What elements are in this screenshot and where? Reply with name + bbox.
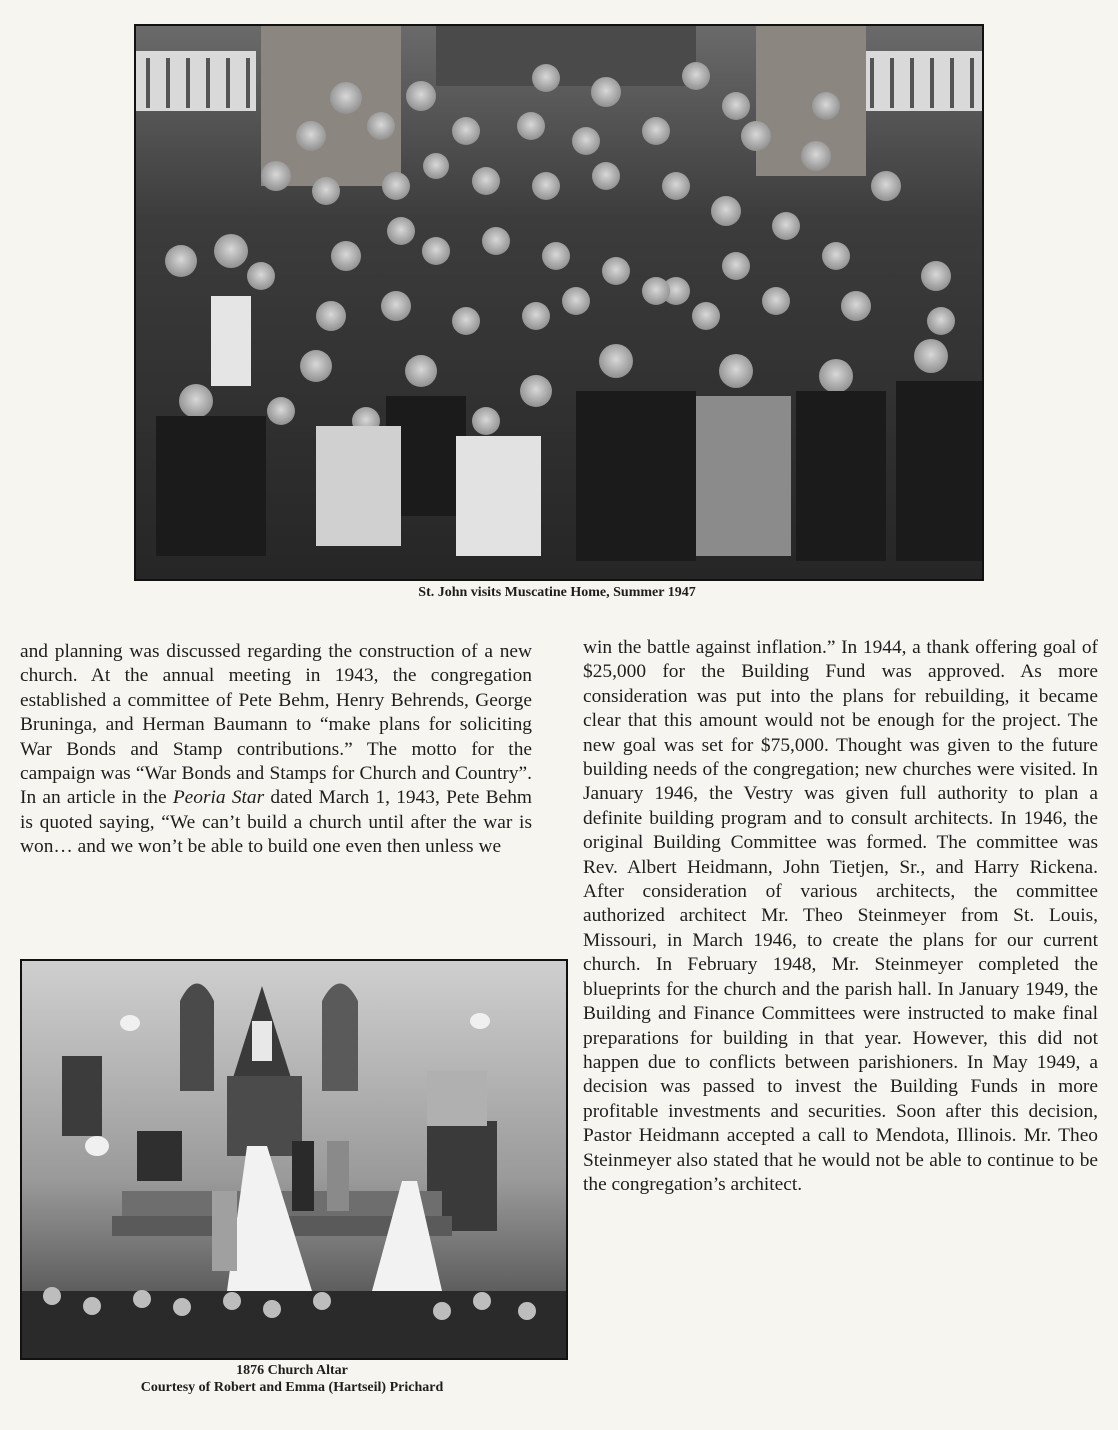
left-column-part-2: dated March 1, 1943, Pete Behm is quoted saying, “We can’t build a church until after the war is won… and we won’t be able to build one even then unless we <box>20 787 533 858</box>
church-altar-caption <box>20 1362 564 1396</box>
group-photo-caption: St. John visits Muscatine Home, Summer 1947 <box>418 585 696 600</box>
newspaper-name: Peoria Star <box>172 787 265 809</box>
church-altar-caption-credit: Courtesy of Robert and Emma (Hartseil) Prichard <box>140 1380 444 1395</box>
left-column-text <box>20 640 532 860</box>
church-altar-photo <box>20 959 568 1360</box>
left-column-part-1: and planning was discussed regarding the construction of a new church. At the annual meeting in 1943, the congregation established a committee of Pete Behm, Henry Behrends, George Bruninga, and Herman Baumann to “make plans for soliciting War Bonds and Stamp contributions.” The motto for the campaign was “War Bonds and Stamps for Church and Country”. In an article in the <box>20 641 532 809</box>
group-photo <box>134 24 984 581</box>
church-altar-caption-title: 1876 Church Altar <box>236 1363 348 1378</box>
group-photo-image <box>136 26 982 579</box>
right-column-text: win the battle against inflation.” In 1944, a thank offering goal of $25,000 for the Building Fund was approved. As more consideration was put into the plans for rebuilding, it became clear that this amount would not be enough for the project. The new goal was set for $75,000. Thought was given to the future building needs of the congregation; new churches were visited. In January 1946, the Vestry was given full authority to plan a definite building program and to consult architects. In 1946, the original Building Committee was formed. The committee was Rev. Albert Heidmann, John Tietjen, Sr., and Harry Rickena. After consideration of various architects, the committee authorized architect Mr. Theo Steinmeyer from St. Louis, Missouri, in March 1946, to create the plans for our current church. In February 1948, Mr. Steinmeyer completed the blueprints for the church and the parish hall. In January 1949, the Building and Finance Committees were instructed to make final preparations for building in that year. However, this did not happen due to conflicts between parishioners. In May 1949, a decision was passed to invest the Building Funds in more profitable investments and securities. Soon after this decision, Pastor Heidmann accepted a call to Mendota, Illinois. Mr. Theo Steinmeyer also stated that he would not be able to continue to be the congregation’s architect. <box>583 637 1098 1195</box>
church-altar-image <box>22 961 566 1358</box>
